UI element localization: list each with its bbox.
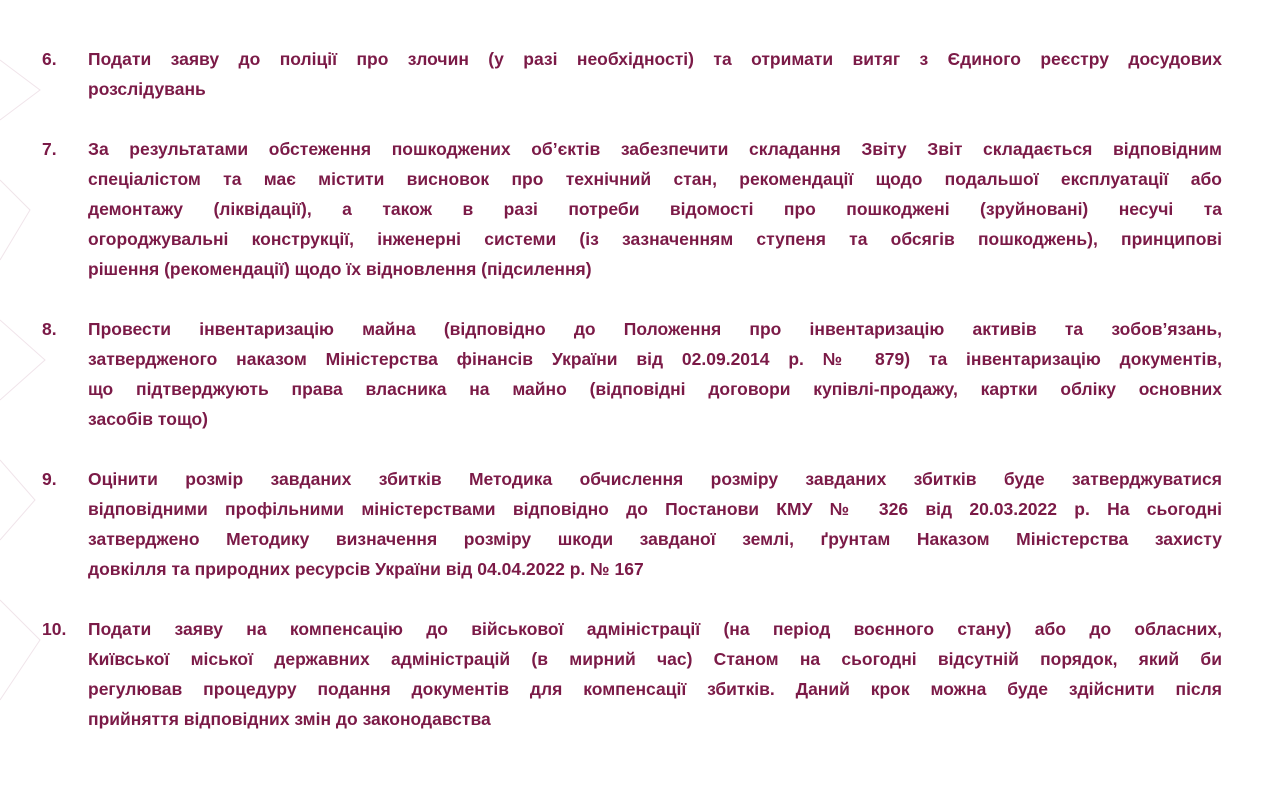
text-line: Київської міської державних адміністрацій (в мирний час) Станом на сьогодні відсутній порядок, який би [88, 649, 1222, 669]
list-item [42, 464, 1222, 584]
text-line: прийняття відповідних змін до законодавства [88, 709, 491, 729]
text-line: демонтажу (ліквідації), а також в разі потреби відомості про пошкоджені (зруйновані) несучі та [88, 199, 1222, 219]
item-number: 8. [42, 319, 57, 339]
text-line: що підтверджують права власника на майно (відповідні договори купівлі-продажу, картки обліку основних [88, 379, 1222, 399]
text-line: регулював процедуру подання документів для компенсації збитків. Даний крок можна буде здійснити після [88, 679, 1222, 699]
list-item [42, 314, 1222, 434]
item-number: 9. [42, 469, 57, 489]
list-item [42, 614, 1222, 734]
text-line: засобів тощо) [88, 409, 208, 429]
text-line: Подати заяву на компенсацію до військової адміністрації (на період воєнного стану) або до обласних, [88, 619, 1222, 639]
item-text [88, 44, 1222, 104]
steps-list [42, 44, 1222, 764]
text-line: спеціалістом та має містити висновок про технічний стан, рекомендації щодо подальшої експлуатації або [88, 169, 1222, 189]
text-line: розслідувань [88, 79, 206, 99]
text-line: затвердженого наказом Міністерства фінансів України від 02.09.2014 р. № 879) та інвентаризацію документів, [88, 349, 1222, 369]
text-line: відповідними профільними міністерствами відповідно до Постанови КМУ № 326 від 20.03.2022 р. На сьогодні [88, 499, 1222, 519]
item-number: 10. [42, 619, 67, 639]
text-line: огороджувальні конструкції, інженерні системи (із зазначенням ступеня та обсягів пошкоджень), принципові [88, 229, 1222, 249]
text-line: Провести інвентаризацію майна (відповідно до Положення про інвентаризацію активів та зобов’язань, [88, 319, 1222, 339]
text-line: затверджено Методику визначення розміру шкоди завданої землі, ґрунтам Наказом Міністерства захисту [88, 529, 1222, 549]
text-line: За результатами обстеження пошкоджених об’єктів забезпечити складання Звіту Звіт складається відповідним [88, 139, 1222, 159]
item-number: 6. [42, 49, 57, 69]
text-line: рішення (рекомендації) щодо їх відновлення (підсилення) [88, 259, 592, 279]
item-text [88, 614, 1222, 734]
item-text [88, 134, 1222, 284]
text-line: довкілля та природних ресурсів України від 04.04.2022 р. № 167 [88, 559, 644, 579]
text-line: Оцінити розмір завданих збитків Методика обчислення розміру завданих збитків буде затверджуватися [88, 469, 1222, 489]
list-item [42, 134, 1222, 284]
item-text [88, 314, 1222, 434]
item-text [88, 464, 1222, 584]
item-number: 7. [42, 139, 57, 159]
list-item [42, 44, 1222, 104]
text-line: Подати заяву до поліції про злочин (у разі необхідності) та отримати витяг з Єдиного реєстру досудових [88, 49, 1222, 69]
